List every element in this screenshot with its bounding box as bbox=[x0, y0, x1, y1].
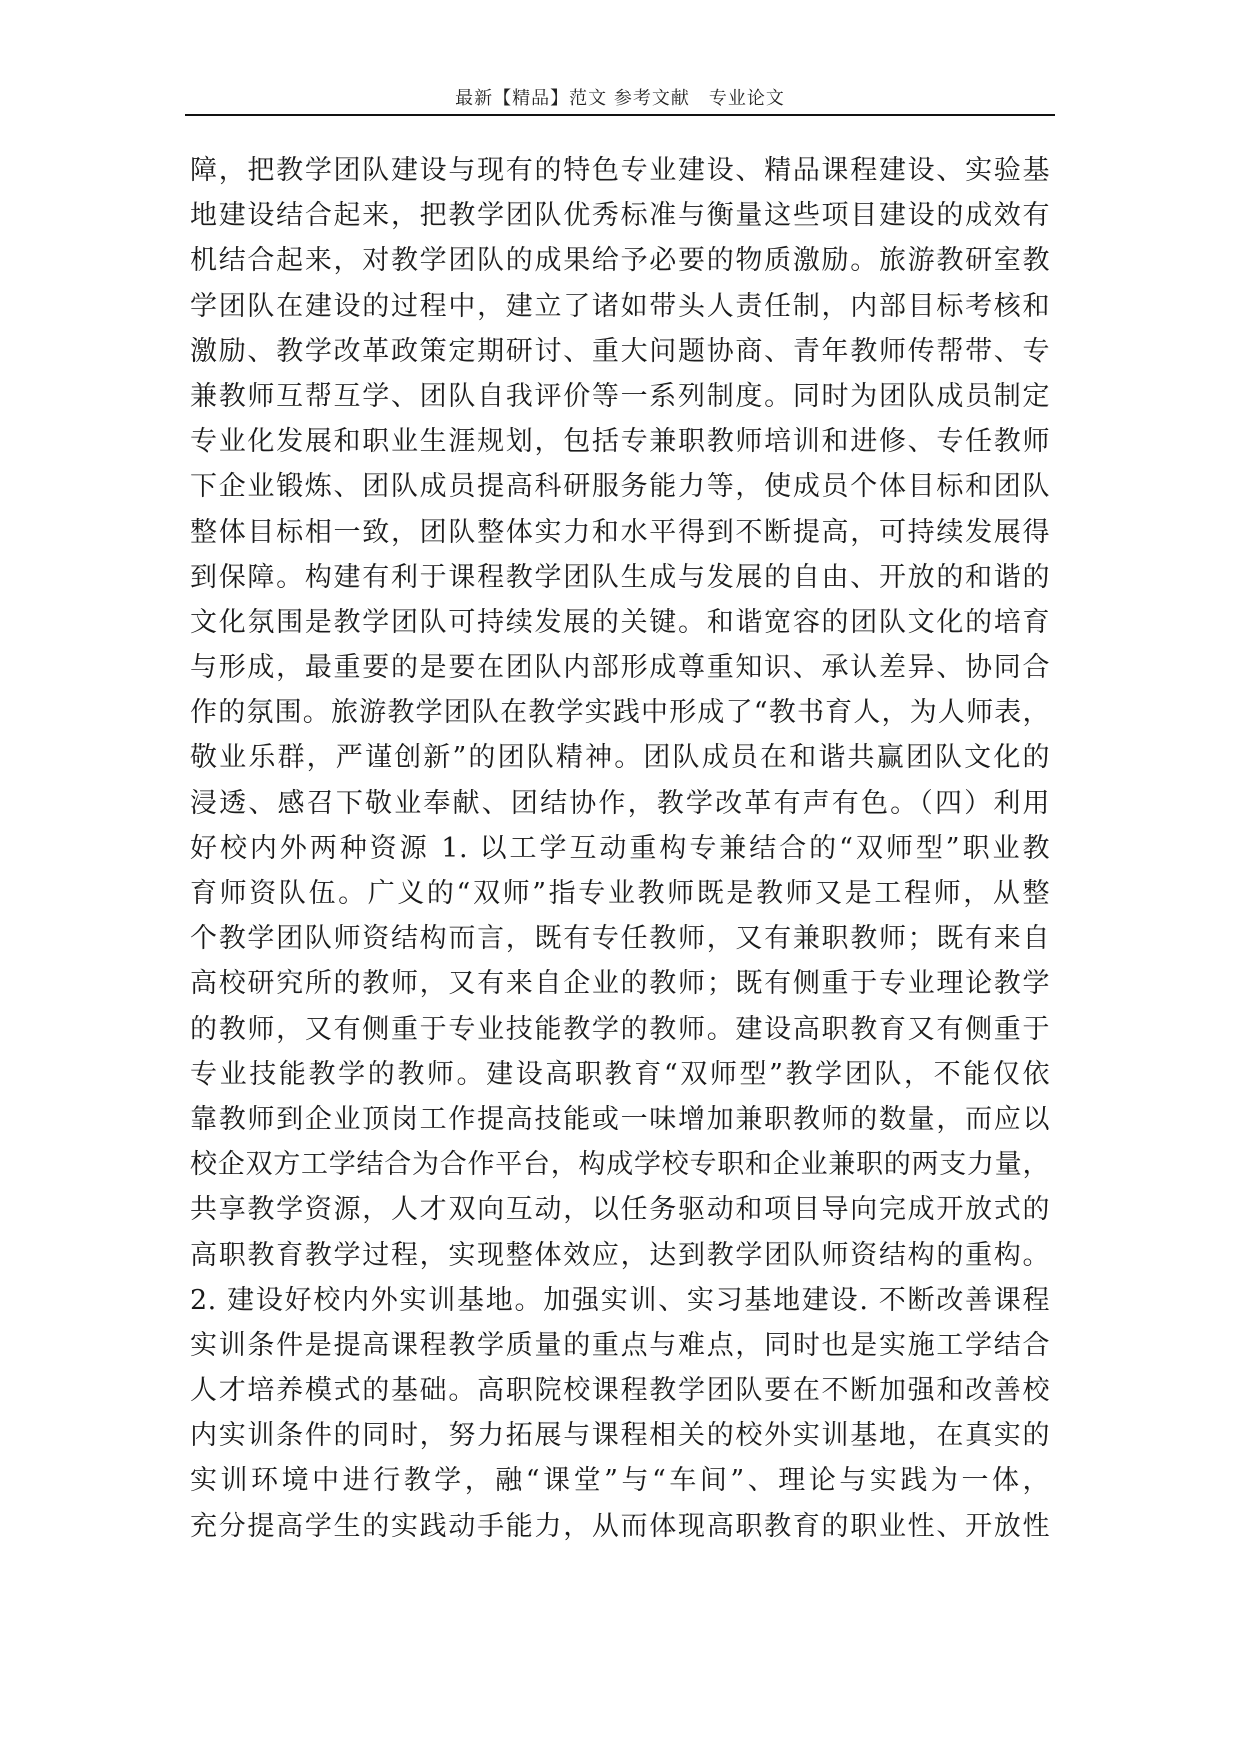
text-line: 好校内外两种资源 1. 以工学互动重构专兼结合的“双师型”职业教 bbox=[190, 832, 1050, 864]
text-line: 高职教育教学过程，实现整体效应，达到教学团队师资结构的重构。 bbox=[190, 1239, 1050, 1271]
text-line: 地建设结合起来，把教学团队优秀标准与衡量这些项目建设的成效有 bbox=[190, 200, 1050, 232]
text-line: 文化氛围是教学团队可持续发展的关键。和谐宽容的团队文化的培育 bbox=[190, 606, 1050, 638]
text-line: 作的氛围。旅游教学团队在教学实践中形成了“教书育人，为人师表， bbox=[190, 697, 1050, 729]
text-line: 激励、教学改革政策定期研讨、重大问题协商、青年教师传帮带、专 bbox=[190, 335, 1050, 367]
text-line: 浸透、感召下敬业奉献、团结协作，教学改革有声有色。（四）利用 bbox=[190, 787, 1050, 819]
text-line: 高校研究所的教师，又有来自企业的教师；既有侧重于专业理论教学 bbox=[190, 968, 1050, 1000]
text-line: 的教师，又有侧重于专业技能教学的教师。建设高职教育又有侧重于 bbox=[190, 1013, 1050, 1045]
text-line: 障，把教学团队建设与现有的特色专业建设、精品课程建设、实验基 bbox=[190, 155, 1050, 186]
text-line: 机结合起来，对教学团队的成果给予必要的物质激励。旅游教研室教 bbox=[190, 245, 1050, 277]
text-line: 靠教师到企业顶岗工作提高技能或一味增加兼职教师的数量，而应以 bbox=[190, 1103, 1050, 1135]
text-line: 与形成，最重要的是要在团队内部形成尊重知识、承认差异、协同合 bbox=[190, 652, 1050, 684]
text-line: 敬业乐群，严谨创新”的团队精神。团队成员在和谐共赢团队文化的 bbox=[190, 742, 1050, 774]
text-line: 共享教学资源，人才双向互动，以任务驱动和项目导向完成开放式的 bbox=[190, 1194, 1050, 1226]
text-line: 专业化发展和职业生涯规划，包括专兼职教师培训和进修、专任教师 bbox=[190, 426, 1050, 458]
text-line: 内实训条件的同时，努力拓展与课程相关的校外实训基地，在真实的 bbox=[190, 1420, 1050, 1452]
text-line: 校企双方工学结合为合作平台，构成学校专职和企业兼职的两支力量， bbox=[190, 1149, 1050, 1181]
text-line: 育师资队伍。广义的“双师”指专业教师既是教师又是工程师，从整 bbox=[190, 878, 1050, 909]
text-line: 整体目标相一致，团队整体实力和水平得到不断提高，可持续发展得 bbox=[190, 516, 1050, 548]
text-line: 下企业锻炼、团队成员提高科研服务能力等，使成员个体目标和团队 bbox=[190, 471, 1050, 503]
text-line: 到保障。构建有利于课程教学团队生成与发展的自由、开放的和谐的 bbox=[190, 561, 1050, 593]
text-line: 个教学团队师资结构而言，既有专任教师，又有兼职教师；既有来自 bbox=[190, 923, 1050, 955]
text-line: 实训条件是提高课程教学质量的重点与难点，同时也是实施工学结合 bbox=[190, 1329, 1050, 1361]
text-line: 2. 建设好校内外实训基地。加强实训、实习基地建设. 不断改善课程 bbox=[190, 1284, 1050, 1316]
page-header: 最新【精品】范文 参考文献 专业论文 bbox=[455, 88, 785, 109]
header-rule bbox=[185, 114, 1055, 116]
text-line: 充分提高学生的实践动手能力，从而体现高职教育的职业性、开放性 bbox=[190, 1510, 1050, 1542]
text-line: 兼教师互帮互学、团队自我评价等一系列制度。同时为团队成员制定 bbox=[190, 380, 1050, 412]
body-text bbox=[190, 148, 1050, 1549]
text-line: 学团队在建设的过程中，建立了诸如带头人责任制，内部目标考核和 bbox=[190, 290, 1050, 322]
text-line: 人才培养模式的基础。高职院校课程教学团队要在不断加强和改善校 bbox=[190, 1375, 1050, 1407]
text-line: 实训环境中进行教学，融“课堂”与“车间”、理论与实践为一体， bbox=[190, 1465, 1050, 1497]
text-line: 专业技能教学的教师。建设高职教育“双师型”教学团队，不能仅依 bbox=[190, 1058, 1050, 1090]
